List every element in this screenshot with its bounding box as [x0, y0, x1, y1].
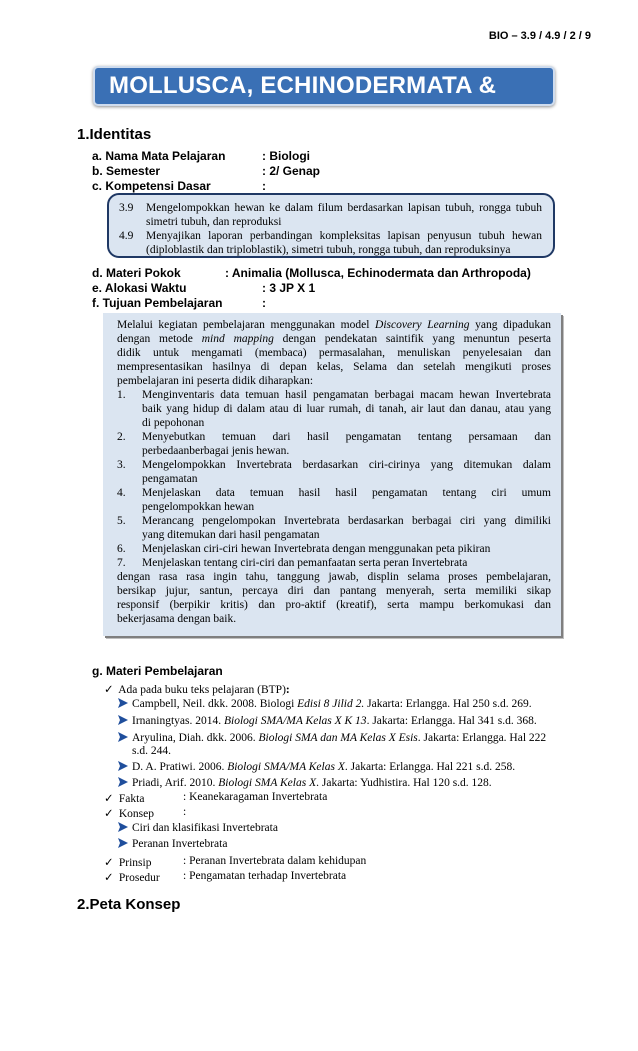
kd-text-line: Mengelompokkan hewan ke dalam filum berdasarkan lapisan tubuh, rongga tubuh [146, 202, 542, 214]
section-identitas-heading: 1.Identitas [77, 126, 152, 143]
kd-number: 4.9 [119, 230, 134, 242]
value-nama-mapel: : Biologi [262, 149, 310, 163]
kd-text-line: (diploblastik dan triploblastik), simetri tubuh, rongga tubuh, dan reproduksinya [146, 244, 511, 256]
kd-text-line: simetri tubuh, dan reproduksi [146, 216, 282, 228]
tujuan-intro-line: dengan metode mind mapping dengan pendekatan saintifik yang menuntun peserta [117, 333, 552, 345]
fakta-item: ✓ Fakta [104, 793, 145, 805]
label-semester: b. Semester [92, 164, 161, 178]
prinsip-item: ✓ Prinsip [104, 857, 152, 869]
value-materi-pokok: : Animalia (Mollusca, Echinodermata dan Arthropoda) [225, 266, 531, 280]
tujuan-intro-line: didik untuk mengamati (membaca) permasalahan, menuliskan penyelesaian dan [117, 347, 551, 359]
tujuan-closing-line: responsif (berpikir kritis) dan pro-aktif (kreatif), serta mampu berkomukasi dan [117, 599, 551, 611]
konsep-subitem: Ciri dan klasifikasi Invertebrata [118, 821, 278, 834]
value-alokasi-waktu: : 3 JP X 1 [262, 281, 316, 295]
arrow-bullet-icon [118, 822, 128, 832]
reference-item: Aryulina, Diah. dkk. 2006. Biologi SMA dan MA Kelas X Esis. Jakarta: Erlangga. Hal 222 [118, 731, 546, 744]
reference-item: D. A. Pratiwi. 2006. Biologi SMA/MA Kelas X. Jakarta: Erlangga. Hal 221 s.d. 258. [118, 760, 515, 773]
reference-item: Irnaningtyas. 2014. Biologi SMA/MA Kelas X K 13. Jakarta: Erlangga. Hal 341 s.d. 368. [118, 714, 537, 727]
value-semester: : 2/ Genap [262, 164, 321, 178]
tujuan-intro-line: pembelajaran ini peserta didik diharapkan: [117, 375, 314, 387]
btp-item: ✓ Ada pada buku teks pelajaran (BTP): [104, 684, 290, 696]
checkmark-icon: ✓ [104, 857, 114, 869]
value-kompetensi-dasar: : [262, 179, 266, 193]
prosedur-value: : Pengamatan terhadap Invertebrata [183, 870, 347, 882]
reference-item: Campbell, Neil. dkk. 2008. Biologi Edisi 8 Jilid 2. Jakarta: Erlangga. Hal 250 s.d. 269. [118, 697, 532, 710]
title-banner [93, 66, 555, 106]
tujuan-intro-line: Melalui kegiatan pembelajaran menggunakan model Discovery Learning yang dipadukan [117, 319, 551, 331]
arrow-bullet-icon [118, 715, 128, 725]
checkmark-icon: ✓ [104, 684, 114, 696]
konsep-value: : [183, 806, 187, 818]
arrow-bullet-icon [118, 761, 128, 771]
tujuan-pembelajaran-box: Melalui kegiatan pembelajaran menggunakan model Discovery Learning yang dipadukan dengan metode mind mapping dengan pendekatan saintifik yang menuntun peserta didik untuk mengamati (membaca) permasalahan, menuliskan penyelesaian dan mempresentasikan hasilnya di depan kelas, Selama dan setelah mengikuti proses pembelajaran ini peserta didik diharapkan: 1. Menginventaris data temuan hasil pengamatan berbagai macam hewan Invertebrata baik yang hidup di dalam atau di luar rumah, di tanah, air laut dan danau, atau yang di pepohonan 2. Menyebutkan temuan dari hasil pengamatan tentang persamaan dan perbedaanberbagai jenis hewan. 3. Mengelompokkan Invertebrata berdasarkan ciri-cirinya yang ditemukan dalam pengamatan 4. Menjelaskan data temuan hasil hasil pengamatan tentang ciri umum pengelompokkan hewan 5. Merancang pengelompokan Invertebrata berdasarkan berbagai ciri yang dimiliki yang ditemukan dari hasil pengamatan 6. Menjelaskan ciri-ciri hewan Invertebrata dengan menggunakan peta pikiran 7. Menjelaskan tentang ciri-ciri dan pemanfaatan serta peran Invertebrata dengan rasa rasa ingin tahu, tanggung jawab, displin selama proses pembelajaran, bersikap jujur, santun, percaya diri dan pantang menyerah, serta memiliki sikap responsif (berpikir kritis) dan pro-aktif (kreatif), serta mampu berkomukasi dan bekerjasama dengan baik. [103, 313, 561, 636]
label-alokasi-waktu: e. Alokasi Waktu [92, 281, 187, 295]
checkmark-icon: ✓ [104, 808, 114, 820]
checkmark-icon: ✓ [104, 793, 114, 805]
kd-text-line: Menyajikan laporan perbandingan kompleksitas lapisan penyusun tubuh hewan [146, 230, 542, 242]
kd-number: 3.9 [119, 202, 134, 214]
banner-title: MOLLUSCA, ECHINODERMATA & [109, 72, 497, 99]
konsep-item: ✓ Konsep [104, 808, 155, 820]
arrow-bullet-icon [118, 732, 128, 742]
label-tujuan: f. Tujuan Pembelajaran [92, 296, 223, 310]
label-nama-mapel: a. Nama Mata Pelajaran [92, 149, 226, 163]
kompetensi-dasar-box [107, 193, 555, 258]
label-materi-pembelajaran: g. Materi Pembelajaran [92, 664, 223, 678]
tujuan-closing-line: bekerjasama dengan baik. [117, 613, 237, 625]
prinsip-value: : Peranan Invertebrata dalam kehidupan [183, 855, 367, 867]
checkmark-icon: ✓ [104, 872, 114, 884]
label-materi-pokok: d. Materi Pokok [92, 266, 181, 280]
arrow-bullet-icon [118, 838, 128, 848]
tujuan-closing-line: bersikap jujur, santun, percaya diri dan pantang menyerah, serta memiliki sikap [117, 585, 551, 597]
reference-continuation: s.d. 244. [132, 745, 171, 757]
page-code: BIO – 3.9 / 4.9 / 2 / 9 [488, 30, 591, 42]
prosedur-item: ✓ Prosedur [104, 872, 160, 884]
label-kompetensi-dasar: c. Kompetensi Dasar [92, 179, 211, 193]
fakta-value: : Keanekaragaman Invertebrata [183, 791, 328, 803]
tujuan-intro-line: mempresentasikan hasilnya di depan kelas, Selama dan setelah mengikuti proses [117, 361, 551, 373]
arrow-bullet-icon [118, 698, 128, 708]
reference-item: Priadi, Arif. 2010. Biologi SMA Kelas X. Jakarta: Yudhistira. Hal 120 s.d. 128. [118, 776, 492, 789]
section-peta-konsep-heading: 2.Peta Konsep [77, 896, 181, 913]
konsep-subitem: Peranan Invertebrata [118, 837, 227, 850]
tujuan-closing-line: dengan rasa rasa ingin tahu, tanggung jawab, displin selama proses pembelajaran, [117, 571, 551, 583]
value-tujuan: : [262, 296, 266, 310]
arrow-bullet-icon [118, 777, 128, 787]
